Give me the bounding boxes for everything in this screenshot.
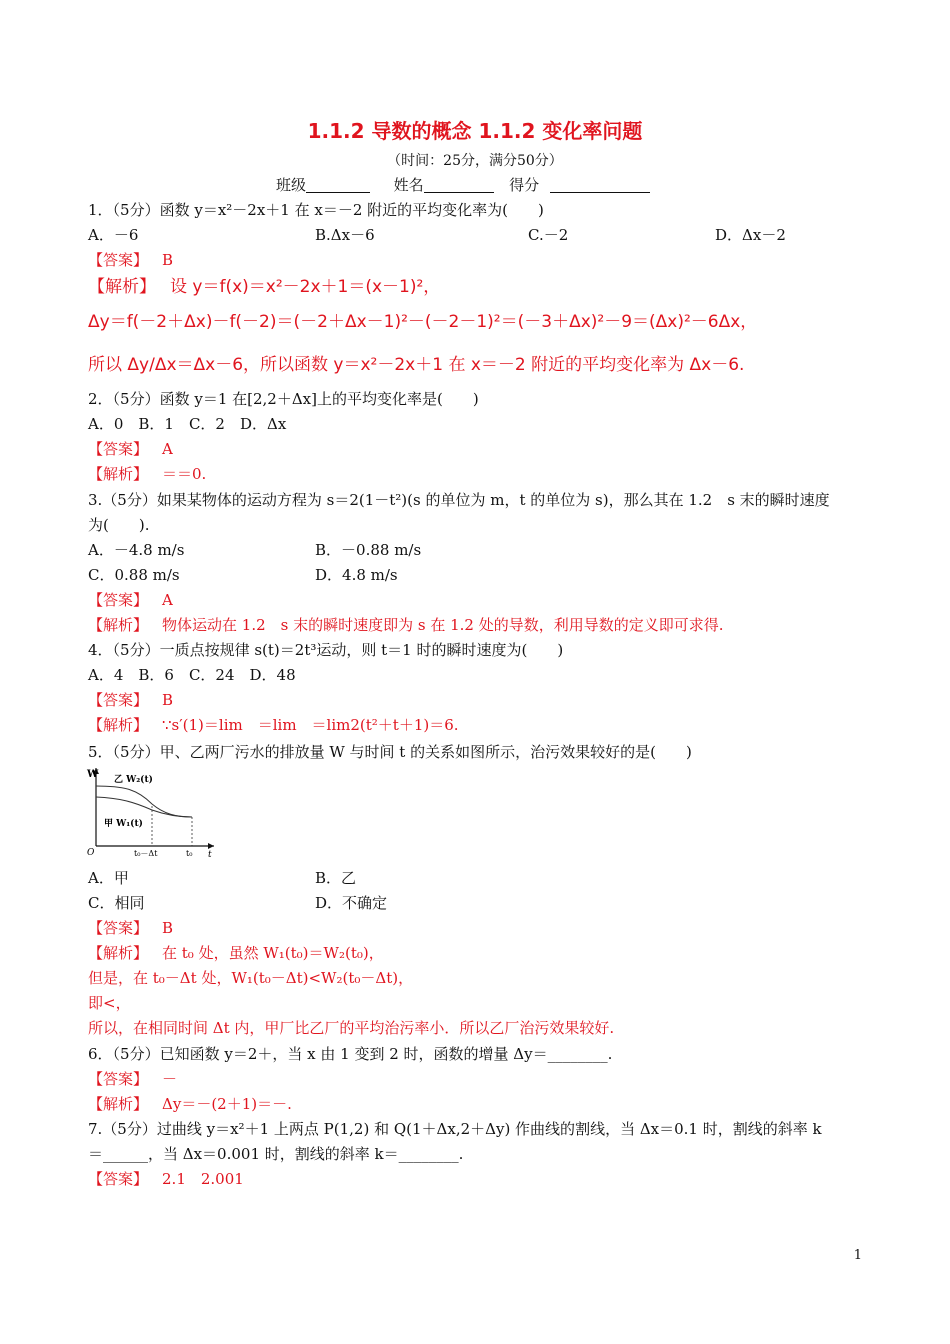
- tick-label-2: t₀: [186, 849, 193, 858]
- q1-option-b: B.Δx－6: [315, 226, 375, 244]
- q3-option-d: D．4.8 m/s: [315, 566, 398, 584]
- t-label: t: [208, 850, 212, 858]
- q2-analysis: 【解析】 ＝＝0.: [88, 465, 207, 483]
- q1-analysis-3: 所以 Δy/Δx＝Δx－6，所以函数 y＝x²－2x＋1 在 x＝－2 附近的平均变化率为 Δx－6.: [88, 355, 745, 375]
- q6-stem: 6．（5分）已知函数 y＝2＋，当 x 由 1 变到 2 时，函数的增量 Δy＝________.: [88, 1045, 613, 1063]
- q1-stem: 1．（5分）函数 y＝x²－2x＋1 在 x＝－2 附近的平均变化率为( ): [88, 201, 544, 219]
- q1-analysis-1: 【解析】 设 y＝f(x)＝x²－2x＋1＝(x－1)²，: [88, 277, 441, 297]
- exam-info: （时间：25分，满分50分）: [387, 153, 563, 169]
- q4-stem: 4．（5分）一质点按规律 s(t)＝2t³运动，则 t＝1 时的瞬时速度为( ): [88, 641, 564, 659]
- q5-analysis-4: 所以，在相同时间 Δt 内，甲厂比乙厂的平均治污率小．所以乙厂治污效果较好.: [88, 1019, 615, 1037]
- lower-curve-label: 甲 W₁(t): [104, 819, 143, 829]
- score-label: 得分: [509, 176, 540, 194]
- q5-answer: 【答案】 B: [88, 919, 174, 937]
- q5-figure-graph: [86, 764, 218, 858]
- q3-stem-2: 为( ).: [88, 516, 150, 534]
- q3-answer: 【答案】 A: [88, 591, 173, 609]
- q5-option-c: C．相同: [88, 894, 145, 912]
- page-title: 1.1.2 导数的概念 1.1.2 变化率问题: [307, 119, 643, 143]
- q6-analysis: 【解析】 Δy＝－(2＋1)＝－.: [88, 1095, 292, 1113]
- q1-option-c: C.－2: [528, 226, 569, 244]
- q3-stem-1: 3.（5分）如果某物体的运动方程为 s＝2(1－t²)(s 的单位为 m，t 的单位为 s)，那么其在 1.2 s 末的瞬时速度: [88, 491, 830, 509]
- w-label: W: [87, 769, 99, 780]
- q2-options: A．0 B．1 C．2 D．Δx: [88, 415, 287, 433]
- q4-answer: 【答案】 B: [88, 691, 174, 709]
- t-axis-arrow: [208, 843, 214, 849]
- q5-analysis-1: 【解析】 在 t₀ 处，虽然 W₁(t₀)＝W₂(t₀)，: [88, 944, 384, 962]
- q5-analysis-3: 即<，: [88, 994, 131, 1012]
- q2-stem: 2．（5分）函数 y＝1 在[2,2＋Δx]上的平均变化率是( ): [88, 390, 479, 408]
- name-blank[interactable]: [424, 176, 494, 193]
- q3-option-a: A．－4.8 m/s: [88, 541, 185, 559]
- origin-label: O: [87, 848, 95, 858]
- q7-stem-1: 7.（5分）过曲线 y＝x²＋1 上两点 P(1,2) 和 Q(1＋Δx,2＋Δy) 作曲线的割线，当 Δx＝0.1 时，割线的斜率 k: [88, 1120, 822, 1138]
- upper-curve: [96, 786, 192, 817]
- tick-label-1: t₀－Δt: [134, 849, 158, 858]
- class-name-score-line: [276, 174, 650, 195]
- q2-answer: 【答案】 A: [88, 440, 173, 458]
- class-label: 班级: [276, 176, 307, 194]
- q1-option-d: D．Δx－2: [715, 226, 786, 244]
- q7-stem-2: ＝______，当 Δx＝0.001 时，割线的斜率 k＝________.: [88, 1145, 464, 1163]
- q4-analysis: 【解析】 ∵s′(1)＝lim ＝lim ＝lim2(t²＋t＋1)＝6.: [88, 716, 459, 734]
- q5-stem: 5．（5分）甲、乙两厂污水的排放量 W 与时间 t 的关系如图所示，治污效果较好的是( ): [88, 743, 692, 761]
- lower-curve: [96, 797, 192, 817]
- q6-answer: 【答案】 －: [88, 1070, 178, 1088]
- q5-analysis-2: 但是，在 t₀－Δt 处，W₁(t₀－Δt)<W₂(t₀－Δt)，: [88, 969, 414, 987]
- q3-option-c: C．0.88 m/s: [88, 566, 180, 584]
- q5-option-a: A．甲: [88, 869, 129, 887]
- q4-options: A．4 B．6 C．24 D．48: [88, 666, 296, 684]
- class-blank[interactable]: [306, 176, 370, 193]
- q3-analysis: 【解析】 物体运动在 1.2 s 末的瞬时速度即为 s 在 1.2 处的导数，利用导数的定义即可求得.: [88, 616, 724, 634]
- q1-answer: 【答案】 B: [88, 251, 174, 269]
- name-label: 姓名: [393, 176, 424, 194]
- page-number: 1: [853, 1248, 862, 1263]
- q1-analysis-2: Δy＝f(－2＋Δx)－f(－2)＝(－2＋Δx－1)²－(－2－1)²＝(－3＋Δx)²－9＝(Δx)²－6Δx，: [88, 312, 758, 332]
- q1-option-a: A．－6: [88, 226, 139, 244]
- q3-option-b: B．－0.88 m/s: [315, 541, 422, 559]
- score-blank[interactable]: [550, 176, 650, 193]
- upper-curve-label: 乙 W₂(t): [114, 775, 153, 785]
- q7-answer: 【答案】 2.1 2.001: [88, 1170, 244, 1188]
- q5-option-b: B．乙: [315, 869, 357, 887]
- q5-option-d: D．不确定: [315, 894, 388, 912]
